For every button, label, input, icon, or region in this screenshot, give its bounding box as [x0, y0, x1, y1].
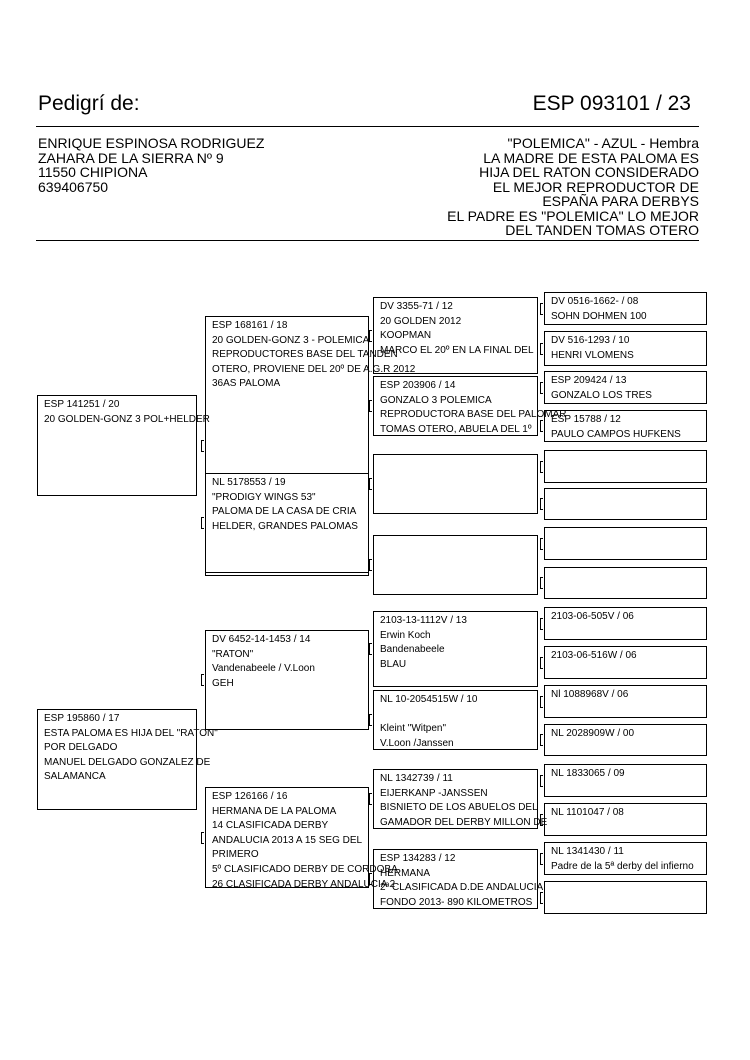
pedigree-line: ESP 209424 / 13	[551, 375, 627, 386]
grandparent-box	[205, 787, 398, 890]
great-great-grandparent-box	[544, 488, 707, 520]
bracket-connector	[369, 400, 372, 412]
pedigree-line: ESP 134283 / 12	[380, 853, 456, 864]
pedigree-line: 36AS PALOMA	[212, 378, 281, 390]
pedigree-line: ESP 141251 / 20	[44, 399, 120, 410]
bracket-connector	[540, 853, 543, 865]
pedigree-line: Erwin Koch	[380, 629, 431, 641]
bracket-connector	[540, 577, 543, 589]
pedigree-line: 20 GOLDEN 2012	[380, 315, 462, 327]
pedigree-line: 2ª CLASIFICADA D.DE ANDALUCIA	[380, 882, 544, 894]
pedigree-line: NL 1101047 / 08	[551, 807, 624, 818]
parent-box	[37, 709, 218, 810]
pedigree-line: ESP 15788 / 12	[551, 414, 621, 425]
bracket-connector	[369, 793, 372, 805]
great-great-grandparent-box	[544, 371, 707, 404]
pedigree-line: MANUEL DELGADO GONZALEZ DE	[44, 756, 211, 768]
pedigree-line: GONZALO LOS TRES	[551, 389, 652, 401]
pedigree-line: HERMANA	[380, 867, 431, 879]
pedigree-line: 2103-06-516W / 06	[551, 650, 637, 661]
pedigree-line: DV 3355-71 / 12	[380, 301, 453, 312]
pedigree-line: SOHN DOHMEN 100	[551, 310, 647, 322]
pedigree-line: "RATON"	[212, 648, 254, 660]
pedigree-line: SALAMANCA	[44, 771, 106, 783]
pedigree-line: KOOPMAN	[380, 330, 432, 342]
bracket-connector	[540, 461, 543, 473]
pedigree-line: 20 GOLDEN-GONZ 3 - POLEMICA	[212, 334, 370, 346]
great-grandparent-box	[373, 535, 538, 595]
owner-line: 11550 CHIPIONA	[38, 164, 148, 180]
pedigree-line: 2103-06-505V / 06	[551, 611, 634, 622]
great-great-grandparent-box	[544, 646, 707, 679]
pedigree-line: PALOMA DE LA CASA DE CRIA	[212, 506, 357, 518]
page-title: Pedigrí de:	[38, 92, 140, 115]
pedigree-line: NL 1833065 / 09	[551, 768, 625, 779]
great-great-grandparent-box	[544, 567, 707, 599]
pedigree-line: NL 5178553 / 19	[212, 477, 286, 488]
great-great-grandparent-box	[544, 410, 707, 442]
parent-box	[37, 395, 210, 496]
grandparent-box	[205, 630, 369, 730]
pedigree-line: FONDO 2013- 890 KILOMETROS	[380, 896, 533, 908]
pedigree-line: 2103-13-1112V / 13	[380, 615, 467, 626]
pedigree-line: ESP 168161 / 18	[212, 320, 288, 331]
bracket-connector	[540, 538, 543, 550]
bracket-connector	[540, 618, 543, 630]
description-divider	[36, 240, 699, 241]
description-line: ESPAÑA PARA DERBYS	[542, 193, 699, 209]
bracket-connector	[201, 832, 204, 844]
pedigree-line: ESP 126166 / 16	[212, 791, 288, 802]
pedigree-line: DV 0516-1662- / 08	[551, 296, 639, 307]
bracket-connector	[369, 714, 372, 726]
owner-line: ENRIQUE ESPINOSA RODRIGUEZ	[38, 135, 265, 151]
bracket-connector	[201, 674, 204, 686]
great-grandparent-box	[373, 849, 544, 909]
description-line: EL MEJOR REPRODUCTOR DE	[492, 178, 699, 195]
pedigree-line: Kleint "Witpen"	[380, 723, 447, 735]
pedigree-line: GONZALO 3 POLEMICA	[380, 394, 492, 406]
pedigree-line: PRIMERO	[212, 849, 259, 861]
pedigree-line: ESTA PALOMA ES HIJA DEL "RATON"	[44, 727, 218, 739]
pedigree-line: PAULO CAMPOS HUFKENS	[551, 428, 681, 440]
pedigree-line: NL 1342739 / 11	[380, 773, 453, 784]
pedigree-line: ANDALUCIA 2013 A 15 SEG DEL	[212, 834, 363, 846]
bracket-connector	[540, 696, 543, 708]
pedigree-line: EIJERKANP -JANSSEN	[380, 787, 488, 799]
great-great-grandparent-box	[544, 842, 707, 875]
great-grandparent-box	[373, 690, 538, 750]
great-grandparent-box	[373, 454, 538, 514]
bracket-connector	[540, 892, 543, 904]
great-great-grandparent-box	[544, 685, 707, 718]
pedigree-line: NL 10-2054515W / 10	[380, 694, 478, 705]
bracket-connector	[369, 873, 372, 885]
pedigree-line: HELDER, GRANDES PALOMAS	[212, 520, 358, 532]
pedigree-line	[380, 708, 537, 723]
pedigree-line: Vandenabeele / V.Loon	[212, 663, 315, 675]
pedigree-line: BISNIETO DE LOS ABUELOS DEL	[380, 802, 538, 814]
bracket-connector	[201, 517, 204, 529]
pedigree-line: NL 1341430 / 11	[551, 846, 624, 857]
description-line: EL PADRE ES "POLEMICA" LO MEJOR	[447, 207, 699, 224]
great-great-grandparent-box	[544, 881, 707, 914]
pedigree-line: DV 516-1293 / 10	[551, 335, 630, 346]
pedigree-line: Bandenabeele	[380, 644, 445, 656]
pedigree-line: REPRODUCTORA BASE DEL PALOMAR	[380, 409, 567, 421]
owner-block	[38, 136, 264, 194]
pedigree-line: HENRI VLOMENS	[551, 349, 634, 361]
bracket-connector	[369, 330, 372, 342]
great-great-grandparent-box	[544, 724, 707, 756]
pedigree-line: 5º CLASIFICADO DERBY DE CORDOBA	[212, 863, 398, 875]
great-great-grandparent-box	[544, 607, 707, 640]
bracket-connector	[201, 440, 204, 452]
pedigree-line: 26 CLASIFICADA DERBY ANDALUCIA 2	[212, 878, 396, 890]
pedigree-line: Nl 1088968V / 06	[551, 689, 629, 700]
bracket-connector	[369, 478, 372, 490]
pedigree-line: 20 GOLDEN-GONZ 3 POL+HELDER	[44, 413, 210, 425]
bracket-connector	[540, 734, 543, 746]
pedigree-line: Padre de la 5ª derby del infierno	[551, 860, 694, 872]
pedigree-line: MARCO EL 20º EN LA FINAL DEL	[380, 344, 534, 356]
description-line: "POLEMICA" - AZUL - Hembra	[507, 135, 699, 151]
bracket-connector	[540, 343, 543, 355]
great-grandparent-box	[373, 376, 567, 436]
ring-number: ESP 093101 / 23	[532, 92, 691, 115]
bracket-connector	[540, 814, 543, 826]
pedigree-line: GEH	[212, 677, 234, 689]
great-great-grandparent-box	[544, 764, 707, 797]
great-great-grandparent-box	[544, 450, 707, 483]
bracket-connector	[540, 303, 543, 315]
pedigree-line: HERMANA DE LA PALOMA	[212, 805, 337, 817]
pedigree-line: REPRODUCTORES BASE DEL TANDEN	[212, 349, 398, 361]
owner-line: ZAHARA DE LA SIERRA Nº 9	[38, 149, 224, 166]
great-grandparent-box	[373, 611, 538, 687]
pedigree-line: TOMAS OTERO, ABUELA DEL 1º	[380, 423, 532, 435]
pedigree-line: DV 6452-14-1453 / 14	[212, 634, 311, 645]
header-divider	[36, 126, 699, 127]
great-great-grandparent-box	[544, 292, 707, 325]
owner-line: 639406750	[38, 178, 109, 195]
pedigree-line: ESP 203906 / 14	[380, 380, 456, 391]
pedigree-line: GAMADOR DEL DERBY MILLON DE	[380, 816, 548, 828]
description-line: DEL TANDEN TOMAS OTERO	[505, 222, 699, 238]
bracket-connector	[540, 420, 543, 432]
bracket-connector	[540, 498, 543, 510]
bracket-connector	[540, 775, 543, 787]
pedigree-line: ESP 195860 / 17	[44, 713, 120, 724]
bracket-connector	[369, 643, 372, 655]
great-great-grandparent-box	[544, 803, 707, 836]
pedigree-line: OTERO, PROVIENE DEL 20º DE A.G.R 2012	[212, 363, 416, 375]
pedigree-line: BLAU	[380, 658, 407, 670]
great-great-grandparent-box	[544, 527, 707, 560]
description-line: LA MADRE DE ESTA PALOMA ES	[483, 149, 699, 166]
bracket-connector	[540, 657, 543, 669]
pedigree-line: POR DELGADO	[44, 742, 118, 754]
grandparent-box	[205, 473, 369, 573]
pedigree-line: 14 CLASIFICADA DERBY	[212, 820, 329, 832]
bracket-connector	[540, 382, 543, 394]
great-grandparent-box	[373, 297, 538, 374]
description-line: HIJA DEL RATON CONSIDERADO	[479, 164, 699, 180]
pedigree-line: "PRODIGY WINGS 53"	[212, 491, 316, 503]
pigeon-description	[447, 136, 699, 238]
pedigree-line: V.Loon /Janssen	[380, 737, 454, 749]
great-great-grandparent-box	[544, 331, 707, 366]
pedigree-line: NL 2028909W / 00	[551, 728, 635, 739]
bracket-connector	[369, 559, 372, 571]
great-grandparent-box	[373, 769, 548, 829]
